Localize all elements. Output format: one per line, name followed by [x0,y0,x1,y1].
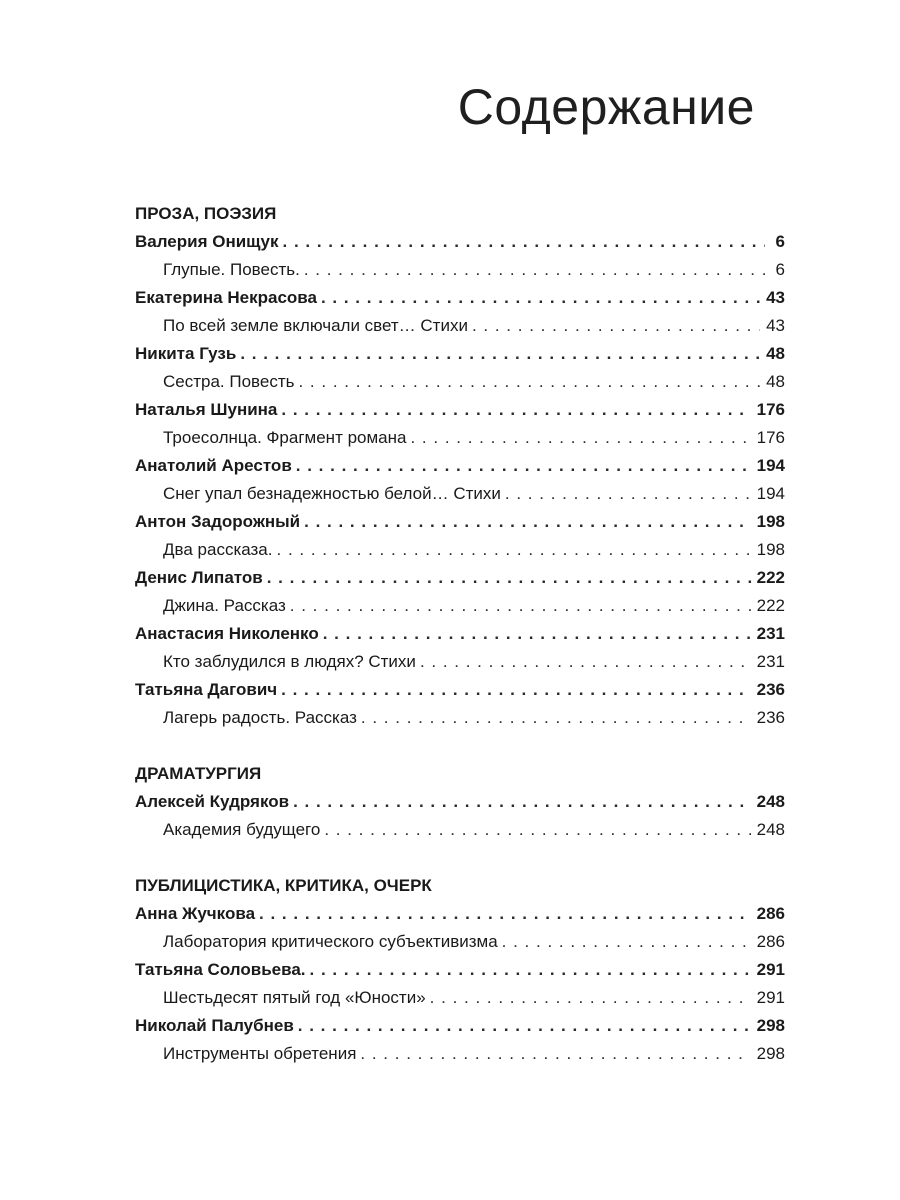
toc-work-entry[interactable] [135,256,785,284]
author-name: Валерия Онищук [135,232,279,251]
page-number: 236 [756,680,785,699]
page-number: 194 [756,456,785,475]
dot-leader [259,900,751,928]
toc-author-entry[interactable] [135,788,785,816]
page-number: 198 [756,512,785,531]
author-name: Татьяна Соловьева. [135,960,306,979]
toc-author-entry[interactable] [135,676,785,704]
page-title: Содержание [457,79,755,135]
page-number: 222 [756,568,785,587]
toc-work-entry[interactable] [135,928,785,956]
dot-leader [472,312,760,340]
dot-leader [281,676,750,704]
dot-leader [505,480,751,508]
page-number: 43 [766,288,785,307]
dot-leader [361,704,751,732]
dot-leader [360,1040,750,1068]
author-name: Татьяна Дагович [135,680,278,699]
work-title: Инструменты обретения [163,1044,357,1063]
author-name: Анна Жучкова [135,904,256,923]
page-number: 286 [756,904,785,923]
page-number: 236 [756,708,785,727]
author-name: Анатолий Арестов [135,456,292,475]
toc-author-entry[interactable] [135,620,785,648]
dot-leader [321,284,760,312]
dot-leader [298,368,760,396]
work-title: По всей земле включали свет… Стихи [163,316,468,335]
dot-leader [267,564,751,592]
page-number: 48 [766,372,785,391]
page-number: 6 [775,260,785,279]
work-title: Лагерь радость. Рассказ [163,708,357,727]
toc-author-entry[interactable] [135,284,785,312]
author-name: Анастасия Николенко [135,624,319,643]
work-title: Троесолнца. Фрагмент романа [163,428,407,447]
toc-author-entry[interactable] [135,452,785,480]
dot-leader [304,256,765,284]
toc-author-entry[interactable] [135,508,785,536]
toc-work-entry[interactable] [135,536,785,564]
toc-work-entry[interactable] [135,480,785,508]
dot-leader [430,984,751,1012]
page-number: 43 [766,316,785,335]
table-of-contents [135,200,785,1068]
dot-leader [281,396,750,424]
work-title: Глупые. Повесть. [163,260,300,279]
section-gap [135,732,785,760]
dot-leader [296,452,751,480]
section-gap [135,844,785,872]
page-number: 222 [756,596,785,615]
toc-work-entry[interactable] [135,816,785,844]
page-number: 248 [756,792,785,811]
author-name: Антон Задорожный [135,512,301,531]
author-name: Николай Палубнев [135,1016,294,1035]
toc-work-entry[interactable] [135,424,785,452]
section-heading-drama: ДРАМАТУРГИЯ [135,764,262,783]
toc-author-entry[interactable] [135,340,785,368]
dot-leader [293,788,751,816]
dot-leader [290,592,751,620]
work-title: Кто заблудился в людях? Стихи [163,652,416,671]
dot-leader [310,956,751,984]
toc-work-entry[interactable] [135,1040,785,1068]
toc-author-entry[interactable] [135,1012,785,1040]
toc-work-entry[interactable] [135,592,785,620]
work-title: Академия будущего [163,820,321,839]
section-heading-prose-poetry: ПРОЗА, ПОЭЗИЯ [135,204,277,223]
page-number: 231 [756,652,785,671]
dot-leader [283,228,766,256]
toc-work-entry[interactable] [135,984,785,1012]
author-name: Никита Гузь [135,344,237,363]
page-number: 298 [756,1044,785,1063]
work-title: Шестьдесят пятый год «Юности» [163,988,426,1007]
work-title: Джина. Рассказ [163,596,286,615]
page-number: 176 [756,400,785,419]
page-number: 48 [766,344,785,363]
toc-author-entry[interactable] [135,396,785,424]
work-title: Сестра. Повесть [163,372,295,391]
dot-leader [420,648,751,676]
section-heading-journalism: ПУБЛИЦИСТИКА, КРИТИКА, ОЧЕРК [135,876,432,895]
dot-leader [298,1012,751,1040]
toc-author-entry[interactable] [135,228,785,256]
dot-leader [277,536,751,564]
author-name: Наталья Шунина [135,400,278,419]
dot-leader [240,340,760,368]
dot-leader [323,620,751,648]
page-number: 286 [756,932,785,951]
toc-author-entry[interactable] [135,564,785,592]
toc-work-entry[interactable] [135,312,785,340]
toc-work-entry[interactable] [135,704,785,732]
page-number: 198 [756,540,785,559]
dot-leader [410,424,750,452]
toc-author-entry[interactable] [135,956,785,984]
author-name: Екатерина Некрасова [135,288,317,307]
page-number: 291 [756,988,785,1007]
page-number: 248 [756,820,785,839]
page-number: 231 [756,624,785,643]
toc-author-entry[interactable] [135,900,785,928]
page-number: 194 [756,484,785,503]
toc-work-entry[interactable] [135,648,785,676]
work-title: Лаборатория критического субъективизма [163,932,498,951]
dot-leader [502,928,751,956]
page-number: 6 [775,232,785,251]
dot-leader [324,816,750,844]
work-title: Два рассказа. [163,540,273,559]
page-number: 176 [756,428,785,447]
author-name: Денис Липатов [135,568,263,587]
author-name: Алексей Кудряков [135,792,290,811]
work-title: Снег упал безнадежностью белой… Стихи [163,484,501,503]
toc-work-entry[interactable] [135,368,785,396]
dot-leader [304,508,750,536]
page-number: 291 [756,960,785,979]
page-number: 298 [756,1016,785,1035]
